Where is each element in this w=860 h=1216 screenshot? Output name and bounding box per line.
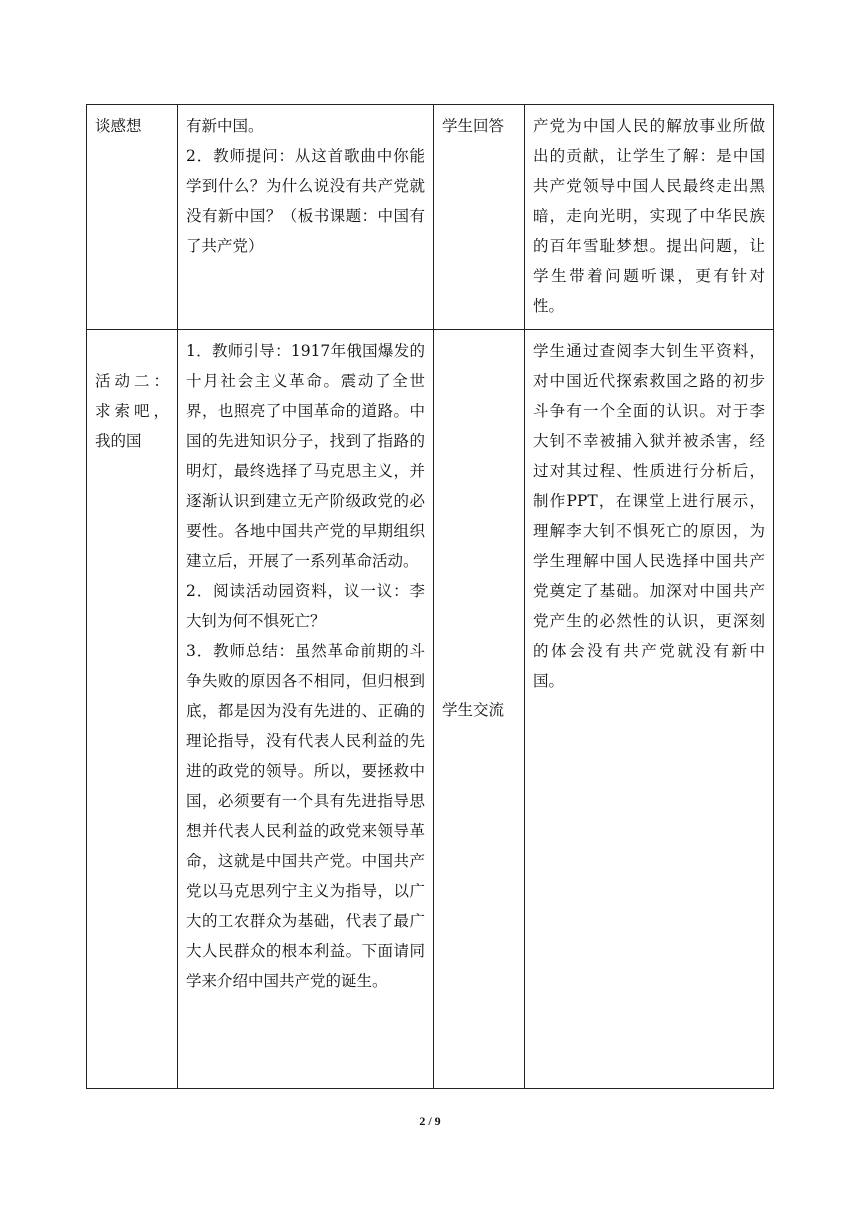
teacher-activity-cell — [178, 330, 434, 1089]
design-intent-cell — [525, 330, 774, 1089]
design-intent-text: 学生通过查阅李大钊生平资料，对中国近代探索救国之路的初步斗争有一个全面的认识。对于李大钊不幸被捕入狱并被杀害，经过对其过程、性质进行分析后，制作PPT，在课堂上进行展示，理解李大钊不惧死亡的原因，为学生理解中国人民选择中国共产党奠定了基础。加深对中国共产党产生的必然性的认识，更深刻的体会没有共产党就没有新中国。 — [533, 342, 765, 690]
student-activity-cell: 学生回答 — [434, 105, 525, 330]
activity-cell — [87, 330, 178, 1089]
table-row — [87, 330, 774, 1089]
teacher-paragraph: 有新中国。 — [186, 117, 264, 135]
teacher-paragraph: 2．阅读活动园资料，议一议：李大钊为何不惧死亡？ — [186, 582, 425, 630]
activity-title: 活动二：求索吧，我的国 — [95, 372, 169, 450]
design-intent-cell — [525, 105, 774, 330]
design-intent-text: 产党为中国人民的解放事业所做出的贡献，让学生了解：是中国共产党领导中国人民最终走出黑暗，走向光明，实现了中华民族的百年雪耻梦想。提出问题，让学生带着问题听课，更有针对性。 — [533, 117, 765, 315]
lesson-plan-table — [86, 104, 774, 1089]
page-number: 2 / 9 — [419, 1114, 441, 1128]
teacher-activity-cell — [178, 105, 434, 330]
teacher-paragraph: 1．教师引导：1917年俄国爆发的十月社会主义革命。震动了全世界，也照亮了中国革命的道路。中国的先进知识分子，找到了指路的明灯，最终选择了马克思主义，并逐渐认识到建立无产阶级政党的必要性。各地中国共产党的早期组织建立后，开展了一系列革命活动。 — [186, 342, 425, 570]
teacher-paragraph: 2．教师提问：从这首歌曲中你能学到什么？为什么说没有共产党就没有新中国？（板书课题：中国有了共产党） — [186, 147, 425, 255]
teacher-paragraph: 3．教师总结：虽然革命前期的斗争失败的原因各不相同，但归根到底，都是因为没有先进的、正确的理论指导，没有代表人民利益的先进的政党的领导。所以，要拯救中国，必须要有一个具有先进指导思想并代表人民利益的政党来领导革命，这就是中国共产党。中国共产党以马克思列宁主义为指导，以广大的工农群众为基础，代表了最广大人民群众的根本利益。下面请同学来介绍中国共产党的诞生。 — [186, 642, 425, 990]
table-row — [87, 105, 774, 330]
activity-cell: 谈感想 — [87, 105, 178, 330]
student-activity-cell: 学生交流 — [434, 330, 525, 1089]
